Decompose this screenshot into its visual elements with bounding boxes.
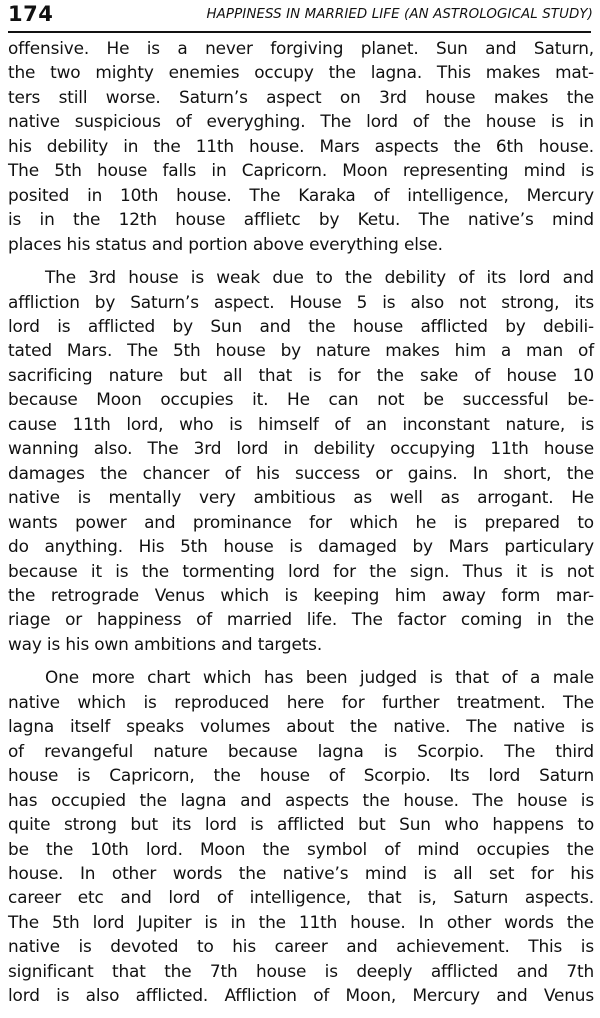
text-line: the two mighty enemies occupy the lagna. This makes mat-: [8, 62, 594, 83]
running-title: HAPPINESS IN MARRIED LIFE (AN ASTROLOGICAL STUDY): [206, 7, 593, 22]
text-line: lagna itself speaks volumes about the native. The native is: [8, 716, 594, 737]
header-rule: [8, 31, 591, 33]
text-line: damages the chancer of his success or gains. In short, the: [8, 462, 594, 483]
text-line: house is Capricorn, the house of Scorpio. Its lord Saturn: [8, 765, 594, 786]
text-line: One more chart which has been judged is that of a male: [45, 667, 594, 688]
text-line: because it is the tormenting lord for the sign. Thus it is not: [8, 560, 594, 581]
text-line: cause 11th lord, who is himself of an inconstant nature, is: [8, 413, 594, 434]
text-line: native is devoted to his career and achievement. This is: [8, 936, 594, 957]
text-line: sacrificing nature but all that is for the sake of house 10: [8, 364, 594, 385]
text-line: has occupied the lagna and aspects the house. The house is: [8, 789, 594, 810]
text-line: way is his own ambitions and targets.: [8, 633, 323, 654]
text-line: posited in 10th house. The Karaka of intelligence, Mercury: [8, 184, 594, 205]
text-line: because Moon occupies it. He can not be successful be-: [8, 389, 594, 410]
text-line: The 5th house falls in Capricorn. Moon representing mind is: [8, 160, 594, 181]
paragraph: [8, 36, 594, 256]
text-line: places his status and portion above everything else.: [8, 233, 443, 254]
text-line: native is mentally very ambitious as well as arrogant. He: [8, 487, 594, 508]
text-line: affliction by Saturn’s aspect. House 5 is also not strong, its: [8, 291, 594, 312]
text-line: of revangeful nature because lagna is Scorpio. The third: [8, 740, 594, 761]
text-line: his debility in the 11th house. Mars aspects the 6th house.: [8, 135, 594, 156]
paragraph: [8, 665, 594, 1007]
text-line: career etc and lord of intelligence, that is, Saturn aspects.: [8, 887, 594, 908]
page-number: 174: [8, 2, 54, 26]
text-line: tated Mars. The 5th house by nature makes him a man of: [8, 340, 594, 361]
paragraph: [8, 265, 594, 656]
text-line: native suspicious of everyghing. The lord of the house is in: [8, 111, 594, 132]
text-line: lord is afflicted by Sun and the house afflicted by debili-: [8, 315, 594, 336]
text-line: do anything. His 5th house is damaged by Mars particulary: [8, 536, 594, 557]
text-line: riage or happiness of married life. The factor coming in the: [8, 609, 594, 630]
text-line: significant that the 7th house is deeply afflicted and 7th: [8, 960, 594, 981]
text-line: The 3rd house is weak due to the debility of its lord and: [45, 267, 594, 288]
page-header: [8, 2, 593, 32]
text-line: ters still worse. Saturn’s aspect on 3rd house makes the: [8, 86, 594, 107]
text-line: offensive. He is a never forgiving planet. Sun and Saturn,: [8, 38, 594, 58]
text-line: lord is also afflicted. Affliction of Moon, Mercury and Venus: [8, 985, 594, 1006]
text-line: the retrograde Venus which is keeping him away form mar-: [8, 584, 594, 605]
text-line: house. In other words the native’s mind is all set for his: [8, 862, 594, 883]
text-line: quite strong but its lord is afflicted but Sun who happens to: [8, 814, 594, 835]
text-line: The 5th lord Jupiter is in the 11th house. In other words the: [8, 911, 594, 932]
text-line: wanning also. The 3rd lord in debility occupying 11th house: [8, 438, 594, 459]
text-line: wants power and prominance for which he is prepared to: [8, 511, 594, 532]
text-line: be the 10th lord. Moon the symbol of mind occupies the: [8, 838, 594, 859]
text-line: native which is reproduced here for further treatment. The: [8, 691, 594, 712]
text-line: is in the 12th house afflietc by Ketu. The native’s mind: [8, 209, 594, 230]
body-text: [8, 36, 594, 1008]
